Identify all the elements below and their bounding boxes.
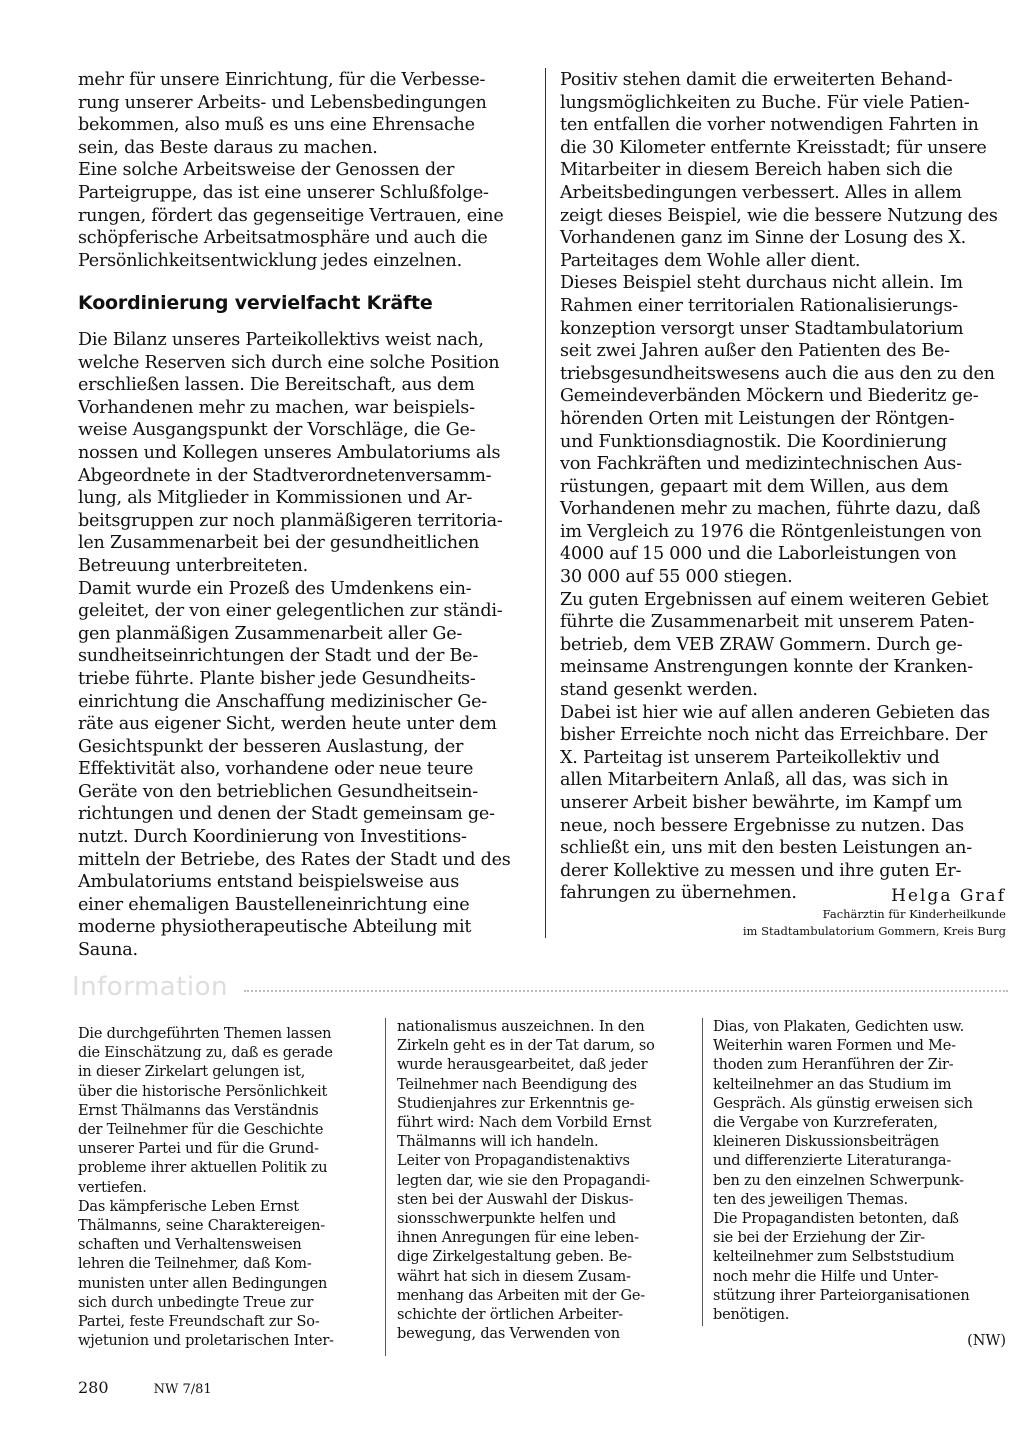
information-title: Information (72, 972, 229, 1002)
information-column-3 (713, 1018, 1009, 1325)
author-name: Helga Graf (891, 886, 1006, 906)
author-role: Fachärztin für Kinderheilkunde (822, 907, 1006, 921)
article-column-1-body (78, 329, 533, 962)
article-column-2 (560, 69, 1008, 905)
information-paragraph: nationalismus auszeichnen. In den Zirkeln geht es in der Tat darum, so wurde herausgearbeitet, daß jeder Teilnehmer nach Beendigung des Studienjahres zur Erkenntnis ge- führt wird: Nach dem Vorbild Ernst Thälmanns will ich handeln. Leiter von Propagandistenaktivs legten dar, wie sie den Propagandi- sten bei der Auswahl der Diskus- sionsschwerpunkte helfen und ihnen Anregungen für eine leben- dige Zirkelgestaltung geben. Be- währt hat sich in diesem Zusam- menhang das Arbeiten mit der Ge- schichte der örtlichen Arbeiter- bewegung, das Verwenden von (397, 1019, 655, 1343)
information-paragraph: Die durchgeführten Themen lassen die Einschätzung zu, daß es gerade in dieser Zirkelart gelungen ist, über die historische Persönlichkeit Ernst Thälmanns das Verständnis der Teilnehmer für die Geschichte unserer Partei und für die Grund- probleme ihrer aktuellen Politik zu vertiefen. Das kämpferische Leben Ernst Thälmanns, seine Charaktereigen- schaften und Verhaltensweisen lehren die Teilnehmer, daß Kom- munisten unter allen Bedingungen sich durch unbedingte Treue zur Partei, feste Freundschaft zur So- wjetunion und proletarischen Inter- (78, 1026, 334, 1350)
article-paragraph: Die Bilanz unseres Parteikollektivs weist nach, welche Reserven sich durch eine solche Position erschließen lassen. Die Bereitschaft, aus dem Vorhandenen mehr zu machen, war beispiels- weise Ausgangspunkt der Vorschläge, die Ge- nossen und Kollegen unseres Ambulatoriums als Abgeordnete in der Stadtverordnetenversamm- lung, als Mitglieder in Kommissionen und Ar- beitsgruppen zur noch planmäßigeren territoria- len Zusammenarbeit bei der gesundheitlichen Betreuung unterbreiteten. Damit wurde ein Prozeß des Umdenkens ein- geleitet, der von einer gelegentlichen zur ständi- gen planmäßigen Zusammenarbeit aller Ge- sundheitseinrichtungen der Stadt und der Be- triebe führte. Plante bisher jede Gesundheits- einrichtung die Anschaffung medizinischer Ge- räte aus eigener Sicht, werden heute unter dem Gesichtspunkt der besseren Auslastung, der Effektivität also, vorhandene oder neue teure Geräte von den betrieblichen Gesundheitsein- richtungen und denen der Stadt gemeinsam ge- nutzt. Durch Koordinierung von Investitions- mitteln der Betriebe, des Rates der Stadt und des Ambulatoriums entstand beispielsweise aus einer ehemaligen Baustelleneinrichtung eine moderne physiotherapeutische Abteilung mit Sauna. (78, 330, 511, 961)
section-heading: Koordinierung vervielfacht Kräfte (78, 292, 433, 314)
information-paragraph: Dias, von Plakaten, Gedichten usw. Weiterhin waren Formen und Me- thoden zum Heranführen der Zir- kelteilnehmer an das Studium im Gespräch. Als günstig erweisen sich die Vergabe von Kurzreferaten, kleineren Diskussionsbeiträgen und differenzierte Literaturanga- ben zu den einzelnen Schwerpunk- ten des jeweiligen Themas. Die Propagandisten betonten, daß sie bei der Erziehung der Zir- kelteilnehmer zum Selbststudium noch mehr die Hilfe und Unter- stützung ihrer Parteiorganisationen benötigen. (713, 1019, 973, 1324)
information-section-header (72, 972, 1008, 1002)
information-column-1 (78, 1025, 372, 1351)
issue-label: NW 7/81 (153, 1382, 212, 1397)
column-divider (702, 1018, 703, 1326)
article-paragraph: mehr für unsere Einrichtung, für die Verbesse- rung unserer Arbeits- und Lebensbedingungen bekommen, also muß es uns eine Ehrensache sein, das Beste daraus zu machen. Eine solche Arbeitsweise der Genossen der Parteigruppe, das ist eine unserer Schlußfolge- rungen, fördert das gegenseitige Vertrauen, eine schöpferische Arbeitsatmosphäre und auch die Persönlichkeitsentwicklung jedes einzelnen. (78, 70, 504, 271)
information-column-2 (397, 1018, 689, 1344)
dotted-divider (244, 990, 1008, 992)
column-divider (545, 68, 546, 938)
page-footer (78, 1378, 212, 1397)
author-affiliation: im Stadtambulatorium Gommern, Kreis Burg (742, 924, 1006, 938)
article-paragraph: Positiv stehen damit die erweiterten Behand- lungsmöglichkeiten zu Buche. Für viele Patien- ten entfallen die vorher notwendigen Fahrten in die 30 Kilometer entfernte Kreisstadt; für unsere Mitarbeiter in diesem Bereich haben sich die Arbeitsbedingungen verbessert. Alles in allem zeigt dieses Beispiel, wie die bessere Nutzung des Vorhandenen ganz im Sinne der Losung des X. Parteitages dem Wohle aller dient. Dieses Beispiel steht durchaus nicht allein. Im Rahmen einer territorialen Rationalisierungs- konzeption versorgt unser Stadtambulatorium seit zwei Jahren außer den Patienten des Be- triebsgesundheitswesens auch die aus den zu den Gemeindeverbänden Möckern und Biederitz ge- hörenden Orten mit Leistungen der Röntgen- und Funktionsdiagnostik. Die Koordinierung von Fachkräften und medizintechnischen Aus- rüstungen, gepaart mit dem Willen, aus dem Vorhandenen mehr zu machen, führte dazu, daß im Vergleich zu 1976 die Röntgenleistungen von 4000 auf 15 000 und die Laborleistungen von 30 000 auf 55 000 stiegen. Zu guten Ergebnissen auf einem weiteren Gebiet führte die Zusammenarbeit mit unserem Paten- betrieb, dem VEB ZRAW Gommern. Durch ge- meinsame Anstrengungen konnte der Kranken- stand gesenkt werden. Dabei ist hier wie auf allen anderen Gebieten das bisher Erreichte noch nicht das Erreichbare. Der X. Parteitag ist unserem Parteikollektiv und allen Mitarbeitern Anlaß, all das, was sich in unserer Arbeit bisher bewährte, im Kampf um neue, noch bessere Ergebnisse zu nutzen. Das schließt ein, uns mit den besten Leistungen an- derer Kollektive zu messen und ihre guten Er- fahrungen zu übernehmen. (560, 70, 998, 904)
column-divider (385, 1018, 386, 1356)
page-number: 280 (78, 1378, 109, 1397)
author-signature (743, 886, 1006, 940)
information-signature: (NW) (967, 1333, 1006, 1349)
article-column-1-intro (78, 69, 533, 272)
